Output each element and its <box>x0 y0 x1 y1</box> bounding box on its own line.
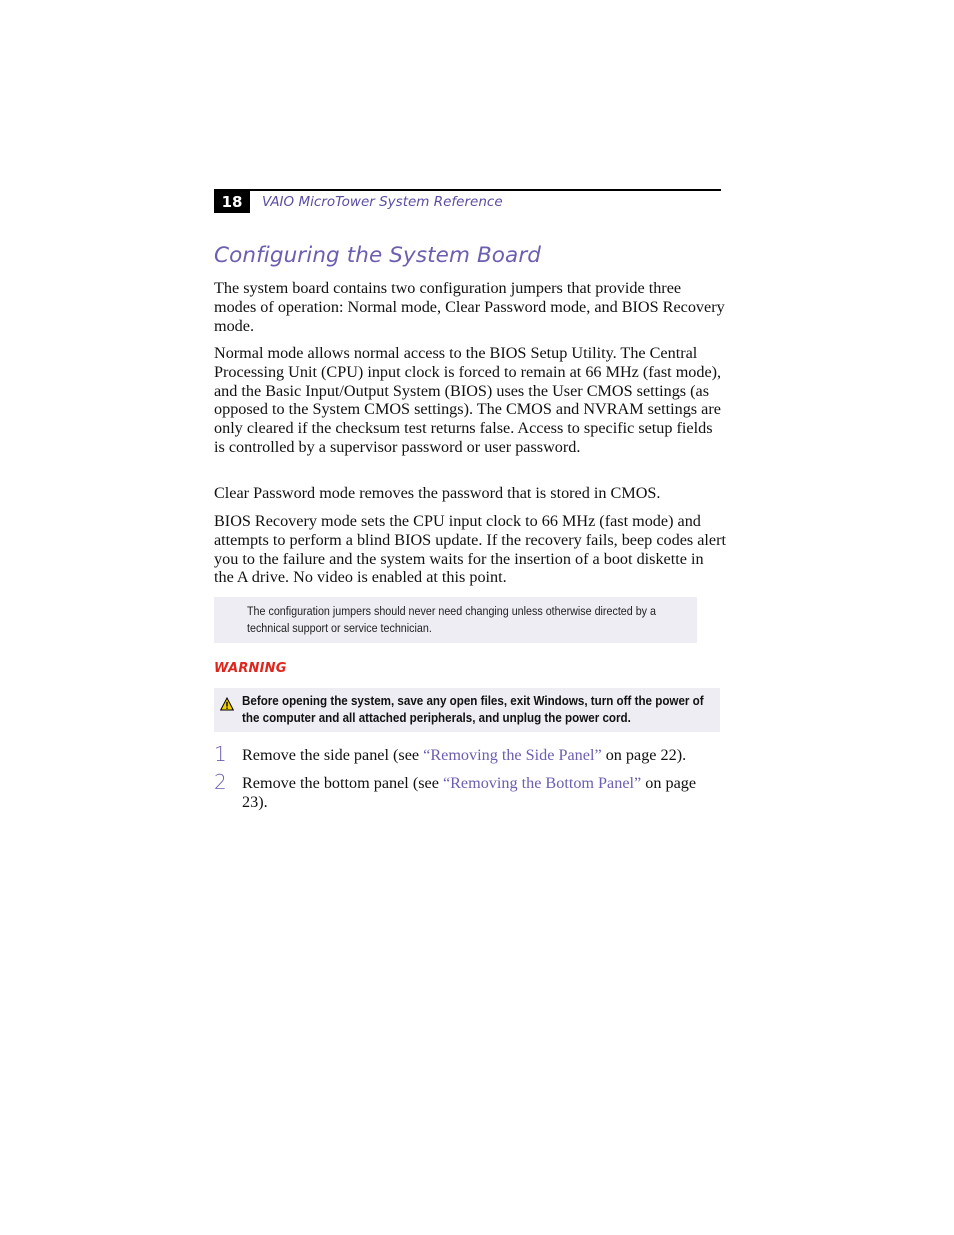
paragraph-intro: The system board contains two configuration jumpers that provide three modes of operation: Normal mode, Clear Password mode, and BIOS Recovery mode. <box>214 279 725 335</box>
step-text-after: on page 22). <box>601 746 687 764</box>
step-number: 2 <box>214 770 227 794</box>
xref-removing-side-panel[interactable]: “Removing the Side Panel” <box>423 746 602 764</box>
warning-box <box>214 688 720 732</box>
step-text <box>242 774 712 812</box>
paragraph-bios-recovery: BIOS Recovery mode sets the CPU input clock to 66 MHz (fast mode) and attempts to perform a blind BIOS update. If the recovery fails, beep codes alert you to the failure and the system waits for the insertion of a boot diskette in the A drive. No video is enabled at this point. <box>214 512 726 587</box>
running-title: VAIO MicroTower System Reference <box>262 194 503 210</box>
note-box <box>214 597 697 643</box>
step-text-before: Remove the bottom panel (see <box>242 774 443 792</box>
warning-triangle-icon <box>220 697 234 711</box>
warning-heading: WARNING <box>214 661 287 676</box>
xref-removing-bottom-panel[interactable]: “Removing the Bottom Panel” <box>442 774 642 792</box>
paragraph-normal-mode: Normal mode allows normal access to the BIOS Setup Utility. The Central Processing Unit (CPU) input clock is forced to remain at 66 MHz (fast mode), and the Basic Input/Output System (BIOS) uses the User CMOS settings (as opposed to the System CMOS settings). The CMOS and NVRAM settings are only cleared if the checksum test returns false. Access to specific setup fields is controlled by a supervisor password or user password. <box>214 344 722 456</box>
warning-text: Before opening the system, save any open files, exit Windows, turn off the power of the computer and all attached peripherals, and unplug the power cord. <box>242 693 704 725</box>
step-text-after: on page 23). <box>242 774 697 811</box>
page-number: 18 <box>214 191 250 213</box>
note-text: The configuration jumpers should never need changing unless otherwise directed by a technical support or service technician. <box>247 604 656 635</box>
section-title: Configuring the System Board <box>214 243 542 268</box>
paragraph-clear-password: Clear Password mode removes the password that is stored in CMOS. <box>214 484 661 502</box>
step-text <box>242 746 712 765</box>
step-number: 1 <box>214 742 227 766</box>
header-rule <box>214 189 721 191</box>
step-text-before: Remove the side panel (see <box>242 746 424 764</box>
